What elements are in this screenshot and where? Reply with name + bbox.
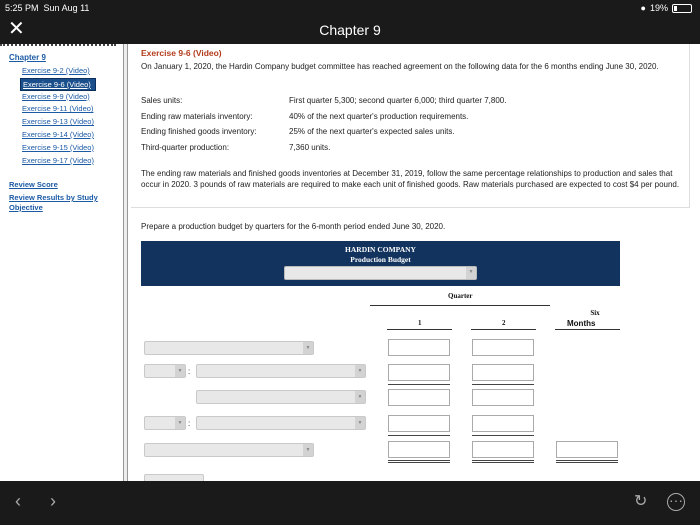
budget-title: Production Budget — [350, 255, 411, 264]
status-right — [641, 3, 692, 13]
nav-bar — [0, 16, 700, 44]
web-page — [0, 44, 700, 481]
row-3-label-select[interactable] — [196, 390, 366, 404]
sidebar-item-exercise-9-11[interactable]: Exercise 9-11 (Video) — [22, 104, 94, 114]
exercise-card — [131, 44, 690, 208]
row-5-six-months-input[interactable] — [556, 441, 618, 458]
sidebar-item-exercise-9-9[interactable]: Exercise 9-9 (Video) — [22, 91, 90, 101]
q2-header-underline — [471, 329, 536, 330]
row-5-q1-double-underline — [388, 460, 450, 463]
row-5-q2-double-underline — [472, 460, 534, 463]
forward-icon[interactable]: › — [50, 491, 56, 511]
sidebar-item-exercise-9-6[interactable]: Exercise 9-6 (Video) — [20, 78, 96, 91]
row-2-q2-input[interactable] — [472, 364, 534, 381]
exercise-prompt: Prepare a production budget by quarters for the 6-month period ended June 30, 2020. — [141, 222, 446, 231]
budget-header — [141, 241, 620, 286]
row-3-q2-input[interactable] — [472, 389, 534, 406]
battery-percent: 19% — [649, 3, 668, 13]
row-4-q2-underline — [472, 435, 534, 436]
main-content — [131, 44, 700, 481]
page-title: Chapter 9 — [319, 22, 381, 38]
row-4-colon: : — [188, 419, 191, 428]
row-5-q2-input[interactable] — [472, 441, 534, 458]
more-icon[interactable]: ··· — [667, 493, 685, 511]
sidebar-item-exercise-9-15[interactable]: Exercise 9-15 (Video) — [22, 142, 94, 152]
six-months-header-line1: Six — [590, 309, 600, 317]
column-q1-header: 1 — [418, 319, 422, 327]
six-header-underline — [555, 329, 620, 330]
sidebar — [0, 44, 122, 481]
row-3-q1-input[interactable] — [388, 389, 450, 406]
q1-header-underline — [387, 329, 452, 330]
row-2-q1-underline — [388, 384, 450, 385]
row-4-q1-input[interactable] — [388, 415, 450, 432]
sidebar-item-exercise-9-2[interactable]: Exercise 9-2 (Video) — [22, 66, 90, 75]
row-4-label-select[interactable] — [196, 416, 366, 430]
row-5-six-double-underline — [556, 460, 618, 463]
chevron-down-icon: ▼ — [175, 417, 185, 429]
next-row-select-partial[interactable] — [144, 474, 204, 481]
sidebar-cut-off-header — [0, 44, 116, 47]
row-2-q2-underline — [472, 384, 534, 385]
status-bar — [0, 0, 700, 16]
reload-icon[interactable]: ↻ — [634, 493, 648, 510]
row-2-label-select[interactable] — [196, 364, 366, 378]
quarter-underline — [370, 305, 550, 306]
data-value: First quarter 5,300; second quarter 6,000; third quarter 7,800. — [289, 96, 507, 105]
exercise-title: Exercise 9-6 (Video) — [141, 48, 222, 58]
exercise-paragraph: The ending raw materials and finished goods inventories at December 31, 2019, follow the same percentage relationships to production and sales that occur in 2020. 3 pounds of raw materials are required to make each unit of finished goods. Raw materials purchased are expected to cost $4 per pound. — [141, 169, 680, 189]
chevron-down-icon: ▼ — [303, 444, 313, 456]
data-value: 25% of the next quarter's expected sales units. — [289, 127, 455, 136]
budget-company: HARDIN COMPANY — [345, 245, 416, 254]
chevron-down-icon: ▼ — [303, 342, 313, 354]
sidebar-chapter-link[interactable]: Chapter 9 — [9, 53, 46, 62]
data-label: Sales units: — [141, 96, 183, 105]
column-q2-header: 2 — [502, 319, 506, 327]
data-label: Ending raw materials inventory: — [141, 111, 253, 121]
sidebar-exercise-list — [20, 65, 96, 167]
data-value: 40% of the next quarter's production requirements. — [289, 111, 469, 121]
sidebar-item-exercise-9-14[interactable]: Exercise 9-14 (Video) — [22, 129, 94, 139]
chevron-down-icon: ▼ — [355, 417, 365, 429]
row-2-operator-select[interactable] — [144, 364, 186, 378]
period-select[interactable] — [284, 266, 477, 280]
bottom-toolbar — [0, 481, 700, 525]
battery-icon — [672, 4, 692, 13]
row-5-q1-input[interactable] — [388, 441, 450, 458]
row-4-q2-input[interactable] — [472, 415, 534, 432]
sidebar-item-exercise-9-17[interactable]: Exercise 9-17 (Video) — [22, 155, 94, 165]
review-score-link[interactable]: Review Score — [9, 180, 58, 189]
quarter-header: Quarter — [448, 292, 473, 300]
chevron-down-icon: ▼ — [355, 365, 365, 377]
back-icon[interactable]: ‹ — [15, 491, 21, 511]
sidebar-item-exercise-9-13[interactable]: Exercise 9-13 (Video) — [22, 117, 94, 127]
row-1-q1-input[interactable] — [388, 339, 450, 356]
chevron-down-icon: ▼ — [466, 267, 476, 279]
review-results-link[interactable]: Review Results by Study Objective — [9, 193, 98, 212]
row-4-q1-underline — [388, 435, 450, 436]
wifi-icon: ● — [640, 3, 646, 13]
chevron-down-icon: ▼ — [355, 391, 365, 403]
exercise-intro: On January 1, 2020, the Hardin Company budget committee has reached agreement on the following data for the 6 months ending June 30, 2020. — [141, 62, 659, 71]
close-icon[interactable]: ✕ — [8, 18, 25, 40]
chevron-down-icon: ▼ — [175, 365, 185, 377]
data-value: 7,360 units. — [289, 142, 331, 152]
data-label: Third-quarter production: — [141, 142, 230, 152]
row-5-label-select[interactable] — [144, 443, 314, 457]
data-label: Ending finished goods inventory: — [141, 127, 257, 136]
row-1-label-select[interactable] — [144, 341, 314, 355]
sidebar-divider[interactable] — [123, 44, 128, 481]
row-1-q2-input[interactable] — [472, 339, 534, 356]
six-months-header-line2: Months — [567, 319, 596, 328]
row-2-colon: : — [188, 367, 191, 376]
status-time: 5:25 PM Sun Aug 11 — [5, 3, 90, 13]
row-4-operator-select[interactable] — [144, 416, 186, 430]
row-2-q1-input[interactable] — [388, 364, 450, 381]
